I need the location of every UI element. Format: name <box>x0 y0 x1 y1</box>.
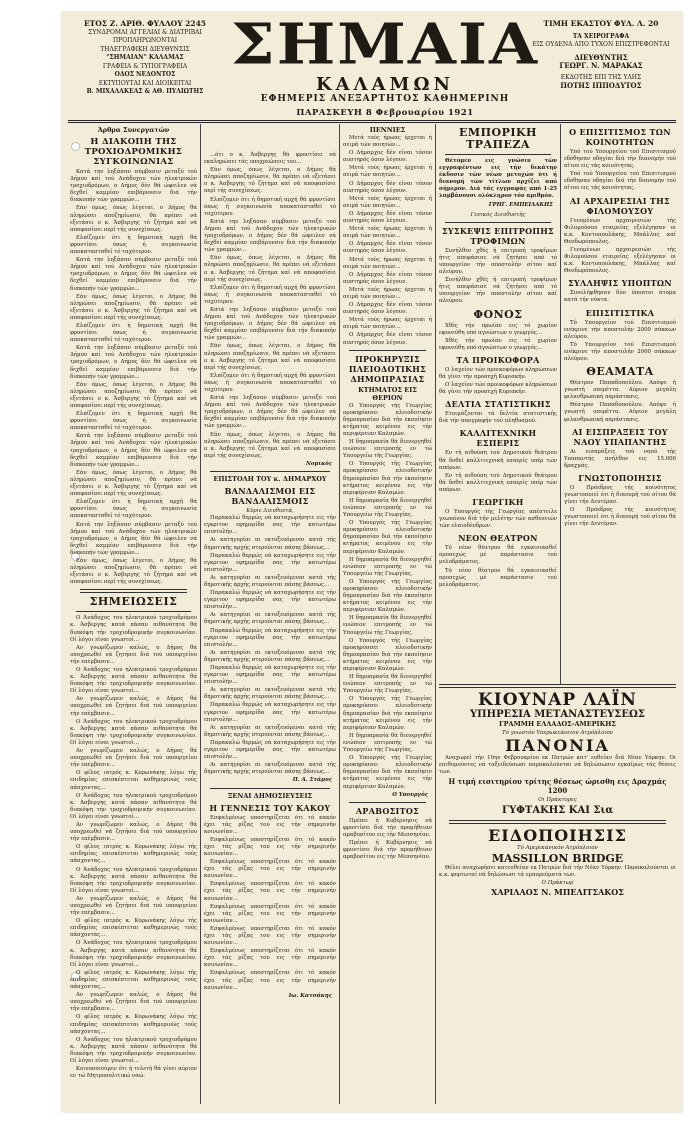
note-paragraph: Αν γνωρίζωμεν καλώς, ο Δήμος θά υποχρεωθεί νά ζητήσει διά τού υπουργείου τήν επέμβασιν... <box>70 821 197 843</box>
note-paragraph: Ο φίλος ιατρός κ. Κορωνάκης λόγω τής επιδημίας επισκέπτεται καθημερινώς τούς πάσχοντας... <box>70 1014 197 1035</box>
director-label: ΔΙΕΥΘΥΝΤΗΣ <box>574 52 628 62</box>
notice-paragraph: Η δημοπρασία θά διενεργηθεί ενώπιον επιτροπής εν τώ Υπουργείω τής Γεωργίας. <box>343 497 432 519</box>
manuscripts-note: ΤΑ ΧΕΙΡΟΓΡΑΦΑ <box>572 32 630 40</box>
news-paragraph: Θέατρον Παπαδοπούλου. Απόψε ή γνωστή οπερέττα. Αύριον μεγάλη φιλανθρωπική παράστασις. <box>564 402 676 423</box>
letter-kicker: ΕΠΙΣΤΟΛΗ ΤΟΥ κ. ΔΗΜΑΡΧΟΥ <box>213 475 327 484</box>
letter-paragraph: Αι κατηγορίαι αι εκτοξευόμεναι κατά τής δημοτικής αρχής στερούνται πάσης βάσεως... <box>204 687 336 701</box>
article-headline: Η ΔΙΑΚΟΠΗ ΤΗΣ ΤΡΟΧΙΟΔΡΟΜΙΚΗΣ ΣΥΓΚΟΙΝΩΝΙΑΣ <box>84 137 183 167</box>
column-paragraph: Ο Δήμαρχος δέν είναι τόσον αυστηρός όσον λέγουν. <box>343 150 432 164</box>
article-paragraph: Κατά την ληξάσαν σύμβασιν μεταξύ τού Δήμου καί τού Ανάδοχου τών ηλεκτρικών τροχιοδρόμων, ο Δήμος δέν θά ώφειλεν νά δεχθεί καμμίαν επιβάρυνσιν διά τήν διακοπήν τών γραμμών... <box>70 521 197 556</box>
ad-route: ΓΡΑΜΜΗ ΕΛΛΑΔΟΣ-ΑΜΕΡΙΚΗΣ <box>499 720 616 728</box>
ad-agent-name: ΓΥΦΤΑΚΗΣ ΚΑΙ Σια <box>501 804 614 816</box>
review-headline: Η ΓΕΝΝΕΣΙΣ ΤΟΥ ΚΑΚΟΥ <box>209 802 331 813</box>
note-paragraph: Αν γνωρίζωμεν καλώς, ο Δήμος θά υποχρεωθεί νά ζητήσει διά τού υπουργείου τήν επέμβασιν... <box>70 992 197 1013</box>
letter-paragraph: Παρακαλώ θερμώς νά καταχωρήσητε εις τήν εγκριτον εφημερίδα σας τήν κατωτέρω επιστολήν... <box>204 627 336 648</box>
article-paragraph: Κατά την ληξάσαν σύμβασιν μεταξύ τού Δήμου καί τού Ανάδοχου τών ηλεκτρικών τροχιοδρόμων, ο Δήμος δέν θά ώφειλεν νά δεχθεί καμμίαν επιβάρυνσιν διά τήν διακοπήν τών γραμμών... <box>204 306 336 342</box>
review-signature: Ιω. Κατσάκης <box>288 992 332 999</box>
letter-paragraph: Παρακαλώ θερμώς νά καταχωρήσητε εις τήν εγκριτον εφημερίδα σας τήν κατωτέρω επιστολήν... <box>204 552 336 573</box>
masthead-rule <box>68 120 676 121</box>
note-paragraph: Ο φίλος ιατρός κ. Κορωνάκης λόγω τής επιδημίας επισκέπτεται καθημερινώς τούς πάσχοντας... <box>70 918 197 939</box>
article-paragraph: Κατά την ληξάσαν σύμβασιν μεταξύ τού Δήμου καί τού Ανάδοχου τών ηλεκτρικών τροχιοδρόμων, ο Δήμος δέν θά ώφειλεν νά δεχθεί καμμίαν επιβάρυνσιν διά τήν διακοπήν τών γραμμών... <box>70 345 197 380</box>
note-paragraph: Ο Άνάδοχος του ηλεκτρικού τροχιοδρόμου κ. Άσβεργης κατά πάσαν πιθανότητα θά διακόψη τήν τροχιοδρομικήν συγκοινωνίαν. Οί λόγοι είναι γνωστοί... <box>70 1036 197 1064</box>
note-paragraph: Ο φίλος ιατρός κ. Κορωνάκης λόγω τής επιδημίας επισκέπτεται καθημερινώς τούς πάσχοντας... <box>70 969 197 991</box>
column-divider <box>200 124 201 1104</box>
news-paragraph: Ο λαχείον τών προικοφόρων κληρώσεων θά γίνει τήν προσεχή Κυριακήν. <box>439 366 557 380</box>
note-paragraph: Ο Άνάδοχος του ηλεκτρικού τροχιοδρόμου κ. Άσβεργης κατά πάσαν πιθανότητα θά διακόψη τήν τροχιοδρομικήν συγκοινωνίαν. Οί λόγοι είναι γνωστοί... <box>70 615 197 643</box>
review-paragraph: Εσφαλμένως υποστηρίζεται ότι τό κακόν έχει τάς ρίζας του εις τήν σημερινήν κοινωνίαν... <box>204 836 336 857</box>
column-paragraph: Μετά τούς ήρωας έρχεται ή σειρά τών ποιητών... <box>343 195 432 209</box>
ad-notice-headline: ΕΙΔΟΠΟΙΗΣΙΣ <box>488 825 627 845</box>
advertisements <box>439 684 676 1104</box>
column-5 <box>564 124 676 684</box>
ad-ship-label: Τό γνωστόν Υπερωκεάνειον Ατμόπλοιον <box>502 730 613 737</box>
ad-text: Θέλει αναχωρήσει κατευθείαν εκ Πατρών διά τήν Νέαν Υόρκην. Παρακαλούνται οι κ.κ. φορτωταί νά δηλώσωσι τά εμπορεύματά των. <box>439 864 676 878</box>
note-paragraph: Ο Άνάδοχος του ηλεκτρικού τροχιοδρόμου κ. Άσβεργης κατά πάσαν πιθανότητα θά διακόψη τήν τροχιοδρομικήν συγκοινωνίαν. Οί λόγοι είναι γνωστοί... <box>70 792 197 820</box>
office-label: ΓΡΑΦΕΙΑ & ΤΥΠΟΓΡΑΦΕΙΑ <box>102 62 188 70</box>
office-street: ΟΔΟΣ ΝΕΔΟΝΤΟΣ <box>114 71 176 78</box>
news-paragraph: Συνήλθεν χθές ή επιτροπή τροφίμων ήτις απεφάσισε νά ζητήσει από τό υπουργείον τήν αποστολήν σίτου καί αλεύρου. <box>439 277 557 305</box>
notice-paragraph: Η δημοπρασία θά διενεργηθεί ενώπιον επιτροπής εν τώ Υπουργείω τής Γεωργίας. <box>343 439 432 460</box>
column-2 <box>204 124 336 1104</box>
news-paragraph: Τό Υπουργείον τού Επισιτισμού ενέκρινε τήν αποστολήν 2000 σάκκων αλεύρου. <box>564 341 676 362</box>
ad-ship-name: MASSILLON BRIDGE <box>491 851 624 865</box>
article-paragraph: Ελπίζομεν ότι ή δημοτική αρχή θά φροντίσει όπως ή συγκοινωνία αποκατασταθεί τό ταχύτερον. <box>204 372 336 393</box>
bank-signatory-role: Γενικός Διευθυντής <box>470 211 526 218</box>
letter-signature: Π. Α. Στάμος <box>292 777 332 784</box>
news-paragraph: Τό Υπουργείον τού Επισιτισμού ενέκρινε τήν αποστολήν 2000 σάκκων αλεύρου. <box>564 319 676 340</box>
director-name: ΓΕΩΡΓ. Ν. ΜΑΡΑΚΑΣ <box>559 61 643 70</box>
manuscripts-note-2: ΕΙΣ ΟΥΔΕΝΑ ΑΠΟ ΤΥΧΟΝ ΕΠΙΣΤΡΕΦΟΝΤΑΙ <box>532 41 670 48</box>
ad-company-name: ΚΙΟΥΝΑΡ ΛΑΪΝ <box>478 690 637 710</box>
letter-paragraph: Αι κατηγορίαι αι εκτοξευόμεναι κατά τής δημοτικής αρχής στερούνται πάσης βάσεως... <box>204 724 336 738</box>
publisher-name: ΠΟΤΗΣ ΙΠΠΟΔΥΤΟΣ <box>560 81 642 90</box>
article-paragraph: Ελπίζομεν ότι ή δημοτική αρχή θά φροντίσει όπως ή συγκοινωνία αποκατασταθεί τό ταχύτερον. <box>70 234 197 256</box>
ad-ship-label: Τό Αμερικανικόν Ατμόπλοιον <box>517 844 598 851</box>
news-headline: ΕΠΙΣΙΤΙΣΤΙΚΑ <box>585 307 655 318</box>
newspaper-page <box>62 12 682 1112</box>
article-paragraph: Εάν όμως, όπως λέγεται, ο Δήμος θά πληρώσει αποζημίωσιν, θά πρέπει νά εξετάσει ο κ. Άσβεργης τό ζήτημα καί νά αποφασίσει περί τής συνεχίσεως. <box>204 167 336 195</box>
news-paragraph: Εν τή αιθούση τού Δημοτικού θεάτρου θά δοθεί καλλιτεχνική εσπερίς υπέρ τών απόρων. <box>439 450 557 471</box>
news-headline: ΣΥΣΚΕΨΙΣ ΕΠΙΤΡΟΠΗΣ ΤΡΟΦΙΜΩΝ <box>441 225 555 246</box>
ad-text: Αναχωρεί τήν 10ην Φεβρουαρίου εκ Πατρών κατ' ευθείαν διά Νέαν Υόρκην. Οι επιθυμούντες νά ταξειδεύσωσι παρακαλούνται νά δηλώσωσιν εγκαίρως τάς θέσεις των. <box>439 755 676 776</box>
subscription-note: ΣΥΝΔΡΟΜΑΙ ΑΓΓΕΛΙΑΙ & ΔΙΑΤΡΙΒΑΙ <box>88 28 202 36</box>
letter-paragraph: Αι κατηγορίαι αι εκτοξευόμεναι κατά τής δημοτικής αρχής στερούνται πάσης βάσεως... <box>204 649 336 663</box>
notice-paragraph: Ο Υπουργός τής Γεωργίας προκηρύσσει πλειοδοτικήν δημοπρασίαν διά τήν εκποίησιν κτήματος κειμένου εις τήν περιφέρειαν Καλαμών. <box>343 755 432 790</box>
notice-paragraph: Ο Υπουργός τής Γεωργίας προκηρύσσει πλειοδοτικήν δημοπρασίαν διά τήν εκποίησιν κτήματος κειμένου εις τήν περιφέρειαν Καλαμών. <box>343 402 432 437</box>
review-paragraph: Εσφαλμένως υποστηρίζεται ότι τό κακόν έχει τάς ρίζας του εις τήν σημερινήν κοινωνίαν... <box>204 881 336 902</box>
news-paragraph: Εν τή αιθούση τού Δημοτικού θεάτρου θά δοθεί καλλιτεχνική εσπερίς υπέρ τών απόρων. <box>439 472 557 493</box>
letter-paragraph: Αι κατηγορίαι αι εκτοξευόμεναι κατά τής δημοτικής αρχής στερούνται πάσης βάσεως... <box>204 612 336 626</box>
ad-agent-label: Ο Πράκτωρ <box>541 879 574 886</box>
notice-paragraph: Η δημοπρασία θά διενεργηθεί ενώπιον επιτροπής εν τώ Υπουργείω τής Γεωργίας. <box>343 732 432 754</box>
article-paragraph: Εάν όμως, όπως λέγεται, ο Δήμος θά πληρώσει αποζημίωσιν, θά πρέπει νά εξετάσει ο κ. Άσβεργης τό ζήτημα καί νά αποφασίσει περί τής συνεχίσεως. <box>70 381 197 409</box>
notice-paragraph: Ο Υπουργός τής Γεωργίας προκηρύσσει πλειοδοτικήν δημοπρασίαν διά τήν εκποίησιν κτήματος κειμένου εις τήν περιφέρειαν Καλαμών. <box>343 520 432 555</box>
notice-paragraph: Η δημοπρασία θά διενεργηθεί ενώπιον επιτροπής εν τώ Υπουργείω τής Γεωργίας. <box>343 556 432 577</box>
letter-paragraph: Παρακαλώ θερμώς νά καταχωρήσητε εις τήν εγκριτον εφημερίδα σας τήν κατωτέρω επιστολήν... <box>204 515 336 536</box>
news-headline: ΑΙ ΕΙΣΠΡΑΞΕΙΣ ΤΟΥ ΝΑΟΥ ΥΠΑΠΑΝΤΗΣ <box>572 426 668 447</box>
note-paragraph: Ο φίλος ιατρός κ. Κορωνάκης λόγω τής επιδημίας επισκέπτεται καθημερινώς τούς πάσχοντας... <box>70 844 197 865</box>
section-rule <box>445 222 551 223</box>
review-kicker: ΞΕΝΑΙ ΔΗΜΟΣΙΕΥΣΕΙΣ <box>227 791 313 800</box>
news-paragraph: Συνήλθεν χθές ή επιτροπή τροφίμων ήτις απεφάσισε νά ζητήσει από τό υπουργείον τήν αποστολήν σίτου καί αλεύρου. <box>439 247 557 276</box>
column-paragraph: Μετά τούς ήρωας έρχεται ή σειρά τών ποιητών... <box>343 226 432 240</box>
news-headline: Ο ΕΠΙΣΙΤΙΣΜΟΣ ΤΩΝ ΚΟΙΝΟΤΗΤΩΝ <box>569 127 671 147</box>
ad-agent-label: Οι Πράκτορες <box>538 797 577 804</box>
bank-signature: ΓΡΗΓ. ΕΜΠΕΙΛΑΚΗΣ <box>488 201 553 208</box>
column-paragraph: Πρέπει ή Κυβέρνησις νά φροντίσει διά τήν προμήθειαν αραβοσίτου εις τήν Μεσσηνίαν. <box>343 839 432 861</box>
column-paragraph: Ο Δήμαρχος δέν είναι τόσον αυστηρός όσον λέγουν. <box>343 210 432 225</box>
article-signature: Νομικός <box>306 460 332 467</box>
issue-number: ΕΤΟΣ Ζ. ΑΡΙΘ. ΦΥΛΛΟΥ 2245 <box>83 19 207 28</box>
subscription-note-2: ΠΡΟΠΛΗΡΩΝΟΝΤΑΙ <box>112 37 178 44</box>
column-3 <box>343 124 432 1104</box>
news-paragraph: Συνελήφθησαν δύο ύποπτοι άτομα κατά τήν νύκτα. <box>564 290 676 304</box>
news-paragraph: Αι εισπράξεις τού ναού τής Υπαπαντής ανήλθον εις 15.000 δραχμάς. <box>564 448 676 469</box>
ad-agent-name: ΧΑΡΙΛΑΟΣ Ν. ΜΠΕΛΙΤΣΑΚΟΣ <box>491 886 624 897</box>
column-paragraph: Ο Δήμαρχος δέν είναι τόσον αυστηρός όσον λέγουν. <box>343 241 432 255</box>
notice-paragraph: Ο Υπουργός τής Γεωργίας προκηρύσσει πλειοδοτικήν δημοπρασίαν διά τήν εκποίησιν κτήματος κειμένου εις τήν περιφέρειαν Καλαμών. <box>343 578 432 614</box>
column-divider <box>339 124 340 1104</box>
letter-paragraph: Αι κατηγορίαι αι εκτοξευόμεναι κατά τής δημοτικής αρχής στερούνται πάσης βάσεως... <box>204 762 336 776</box>
column-paragraph: Μετά τούς ήρωας έρχεται ή σειρά τών ποιητών... <box>343 286 432 300</box>
notice-headline: ΠΡΟΚΗΡΥΞΙΣ ΠΛΕΙΟΔΟΤΙΚΗΣ ΔΗΜΟΠΡΑΣΙΑΣ <box>348 353 427 384</box>
masthead <box>62 12 682 120</box>
note-paragraph: Αν γνωρίζωμεν καλώς, ο Δήμος θά υποχρεωθεί νά ζητήσει διά τού υπουργείου τήν επέμβασιν... <box>70 696 197 717</box>
column-paragraph: Ο Δήμαρχος δέν είναι τόσον αυστηρός όσον λέγουν. <box>343 271 432 285</box>
article-paragraph: Ελπίζομεν ότι ή δημοτική αρχή θά φροντίσει όπως ή συγκοινωνία αποκατασταθεί τό ταχύτερον. <box>204 284 336 305</box>
news-paragraph: Ο Πρόεδρος τής κοινότητος γνωστοποιεί ότι ή διανομή τού σίτου θά γίνει τήν Δευτέραν. <box>564 484 676 506</box>
notice-paragraph: Ο Υπουργός τής Γεωργίας προκηρύσσει πλειοδοτικήν δημοπρασίαν διά τήν εκποίησιν κτήματος κειμένου εις τήν περιφέρειαν Καλαμών. <box>343 696 432 731</box>
article-paragraph: Εάν όμως, όπως λέγεται, ο Δήμος θά πληρώσει αποζημίωσιν, θά πρέπει νά εξετάσει ο κ. Άσβεργης τό ζήτημα καί νά αποφασίσει περί τής συνεχίσεως. <box>70 293 197 321</box>
bank-notice-headline: ΕΜΠΟΡΙΚΗ ΤΡΑΠΕΖΑ <box>459 126 537 151</box>
issue-date: ΠΑΡΑΣΚΕΥΗ 8 Φεβρουαρίου 1921 <box>296 108 474 118</box>
telegraph-address: "ΣΗΜΑΙΑΝ" ΚΑΛΑΜΑΣ <box>106 54 184 61</box>
news-paragraph: Τό νέον θέατρον θά εγκαινιασθεί προσεχώς μέ παράστασιν τού μελοδράματος. <box>439 545 557 566</box>
news-paragraph: Ο Υπουργός τής Γεωργίας απέστειλε γεωπόνον διά τήν μελέτην τών ασθενειών τών ελαιοδένδρων. <box>439 509 557 530</box>
notice-paragraph: Η δημοπρασία θά διενεργηθεί ενώπιον επιτροπής εν τώ Υπουργείω τής Γεωργίας. <box>343 615 432 636</box>
letter-paragraph: Αι κατηγορίαι αι εκτοξευόμεναι κατά τής δημοτικής αρχής στερούνται πάσης βάσεως... <box>204 574 336 588</box>
note-paragraph: Αν γνωρίζωμεν καλώς, ο Δήμος θά υποχρεωθεί νά ζητήσει διά τού υπουργείου τήν επέμβασιν... <box>70 644 197 665</box>
section-rule <box>210 788 330 789</box>
section-rule <box>76 611 191 612</box>
column-paragraph: Ο Δήμαρχος δέν είναι τόσον αυστηρός όσον λέγουν. <box>343 180 432 194</box>
ad-rule <box>439 684 676 688</box>
review-paragraph: Εσφαλμένως υποστηρίζεται ότι τό κακόν έχει τάς ρίζας του εις τήν σημερινήν κοινωνίαν... <box>204 948 336 969</box>
article-paragraph: Κατά την ληξάσαν σύμβασιν μεταξύ τού Δήμου καί τού Ανάδοχου τών ηλεκτρικών τροχιοδρόμων, ο Δήμος δέν θά ώφειλεν νά δεχθεί καμμίαν επιβάρυνσιν διά τήν διακοπήν τών γραμμών... <box>70 169 197 204</box>
note-paragraph: Ο φίλος ιατρός κ. Κορωνάκης λόγω τής επιδημίας επισκέπτεται καθημερινώς τούς πάσχοντας... <box>70 770 197 791</box>
printer-label: ΕΚΤΥΠΟΥΤΑΙ ΚΑΙ ΔΙΟΙΚΕΙΤΑΙ <box>98 79 192 87</box>
review-paragraph: Εσφαλμένως υποστηρίζεται ότι τό κακόν έχει τάς ρίζας του εις τήν σημερινήν κοινωνίαν... <box>204 814 336 835</box>
article-paragraph: Εάν όμως, όπως λέγεται, ο Δήμος θά πληρώσει αποζημίωσιν, θά πρέπει νά εξετάσει ο κ. Άσβεργης τό ζήτημα καί νά αποφασίσει περί τής συνεχίσεως. <box>70 469 197 498</box>
newspaper-subtitle: ΕΦΗΜΕΡΙΣ ΑΝΕΞΑΡΤΗΤΟΣ ΚΑΘΗΜΕΡΙΝΗ <box>260 94 510 104</box>
note-paragraph: Ο Άνάδοχος του ηλεκτρικού τροχιοδρόμου κ. Άσβεργης κατά πάσαν πιθανότητα θά διακόψη τήν τροχιοδρομικήν συγκοινωνίαν. Οί λόγοι είναι γνωστοί... <box>70 667 197 695</box>
news-paragraph: Υπό τού Υπουργείου τού Επισιτισμού εδόθησαν οδηγίαι διά τήν διανομήν τού σίτου εις τάς κοινότητας. <box>564 149 676 170</box>
bank-notice-text: Θέτομεν εις γνώσιν τών εγγραφέντων εις τήν δεκάτην έκδοσιν τών νέων μετοχών ότι ή διανομή τών τίτλων αρχίζει από σήμερον. Διά τάς εγγραφάς από 1-25 λαμβάνουσι ολόκληρον τόν αριθμόν. <box>439 158 557 200</box>
news-paragraph: Θέατρον Παπαδοπούλου. Απόψε ή γνωστή οπερέττα. Αύριον μεγάλη φιλανθρωπική παράστασις. <box>564 380 676 401</box>
masthead-left-info <box>70 20 220 97</box>
column-divider <box>435 124 436 1104</box>
note-paragraph: Ο Άνάδοχος του ηλεκτρικού τροχιοδρόμου κ. Άσβεργης κατά πάσαν πιθανότητα θά διακόψη τήν τροχιοδρομικήν συγκοινωνίαν. Οί λόγοι είναι γνωστοί... <box>70 940 197 968</box>
letter-headline: ΒΑΝΔΑΛΙΣΜΟΙ ΕΙΣ ΒΑΝΔΑΛΙΣΜΟΙΣ <box>224 486 316 507</box>
printer-names: Β. ΜΙΧΑΛΑΚΕΑΣ & ΑΘ. ΠΥΛΙΩΤΗΣ <box>86 88 204 95</box>
article-paragraph: ...ότι ο κ. Άσβεργης θά φροντίσει νά εκπληρώσει τάς υποχρεώσεις του... <box>204 152 336 166</box>
section-rule <box>445 154 551 155</box>
news-headline: ΤΑ ΠΡΟΙΚΟΦΟΡΑ <box>456 354 540 365</box>
section-rule <box>349 350 426 351</box>
news-paragraph: Ο λαχείον τών προικοφόρων κληρώσεων θά γίνει τήν προσεχή Κυριακήν. <box>439 382 557 396</box>
news-paragraph: Γενομένων αρχαιρεσιών τής Φιλομούσου εταιρείας εξελέγησαν οι κ.κ. Κοντοπουλάκης, Μπάλλας καί Θεοδωρόπουλος. <box>564 246 676 275</box>
review-paragraph: Εσφαλμένως υποστηρίζεται ότι τό κακόν έχει τάς ρίζας του εις τήν σημερινήν κοινωνίαν... <box>204 970 336 991</box>
newspaper-title: ΣΗΜΑΙΑ <box>230 12 540 78</box>
masthead-rule <box>68 122 676 123</box>
column-paragraph: Μετά τούς ήρωας έρχεται ή σειρά τών ποιητών... <box>343 317 432 331</box>
section-rule <box>80 589 187 593</box>
review-paragraph: Εσφαλμένως υποστηρίζεται ότι τό κακόν έχει τάς ρίζας του εις τήν σημερινήν κοινωνίαν... <box>204 859 336 880</box>
column-paragraph: Ο Δήμαρχος δέν είναι τόσον αυστηρός όσον λέγουν. <box>343 302 432 316</box>
article-paragraph: Εάν όμως, όπως λέγεται, ο Δήμος θά πληρώσει αποζημίωσιν, θά πρέπει νά εξετάσει ο κ. Άσβεργης τό ζήτημα καί νά αποφασίσει περί τής συνεχίσεως. <box>70 557 197 586</box>
column-paragraph: Ο Δήμαρχος δέν είναι τόσον αυστηρός όσον λέγουν. <box>343 332 432 346</box>
note-paragraph: Κοινοποιούμεν ότι ή τελετή θά γίνει αύριον εν τώ Μητροπολιτικώ ναώ. <box>70 1066 197 1080</box>
notice-paragraph: Η δημοπρασία θά διενεργηθεί ενώπιον επιτροπής εν τώ Υπουργείω τής Γεωργίας. <box>343 674 432 695</box>
note-paragraph: Ο Άνάδοχος του ηλεκτρικού τροχιοδρόμου κ. Άσβεργης κατά πάσαν πιθανότητα θά διακόψη τήν τροχιοδρομικήν συγκοινωνίαν. Οί λόγοι είναι γνωστοί... <box>70 866 197 894</box>
news-headline: ΓΕΩΡΓΙΚΗ <box>472 497 524 507</box>
news-headline: ΑΙ ΑΡΧΑΙΡΕΣΙΑΙ ΤΗΣ ΦΙΛΟΜΟΥΣΟΥ <box>570 195 670 216</box>
ad-service-name: ΥΠΗΡΕΣΙΑ ΜΕΤΑΝΑΣΤΕΥΣΕΩΣ <box>470 709 645 720</box>
notice-paragraph: Ο Υπουργός τής Γεωργίας προκηρύσσει πλειοδοτικήν δημοπρασίαν διά τήν εκποίησιν κτήματος κειμένου εις τήν περιφέρειαν Καλαμών. <box>343 461 432 496</box>
news-headline: ΓΝΩΣΤΟΠΟΙΗΣΙΣ <box>578 472 662 483</box>
ad-rule <box>449 820 666 824</box>
price: ΤΙΜΗ ΕΚΑΣΤΟΥ ΦΥΛ. Λ. 20 <box>543 19 659 28</box>
article-paragraph: Ελπίζομεν ότι ή δημοτική αρχή θά φροντίσει όπως ή συγκοινωνία αποκατασταθεί τό ταχύτερον. <box>70 499 197 520</box>
news-paragraph: Γενομένων αρχαιρεσιών τής Φιλομούσου εταιρείας εξελέγησαν οι κ.κ. Κοντοπουλάκης, Μπάλλας καί Θεοδωρόπουλος. <box>564 217 676 245</box>
notice-paragraph: Ο Υπουργός τής Γεωργίας προκηρύσσει πλειοδοτικήν δημοπρασίαν διά τήν εκποίησιν κτήματος κειμένου εις τήν περιφέρειαν Καλαμών. <box>343 637 432 672</box>
section-rule <box>349 802 426 803</box>
article-paragraph: Κατά την ληξάσαν σύμβασιν μεταξύ τού Δήμου καί τού Ανάδοχου τών ηλεκτρικών τροχιοδρόμων, ο Δήμος δέν θά ώφειλεν νά δεχθεί καμμίαν επιβάρυνσιν διά τήν διακοπήν τών γραμμών... <box>70 433 197 468</box>
letter-paragraph: Παρακαλώ θερμώς νά καταχωρήσητε εις τήν εγκριτον εφημερίδα σας τήν κατωτέρω επιστολήν... <box>204 665 336 686</box>
article-paragraph: Εάν όμως, όπως λέγεται, ο Δήμος θά πληρώσει αποζημίωσιν, θά πρέπει νά εξετάσει ο κ. Άσβεργης τό ζήτημα καί νά αποφασίσει περί τής συνεχίσεως. <box>204 255 336 283</box>
column-paragraph: Πρέπει ή Κυβέρνησις νά φροντίσει διά τήν προμήθειαν αραβοσίτου εις τήν Μεσσηνίαν. <box>343 817 432 838</box>
notice-signature: Ο Υπουργός <box>392 791 428 798</box>
column-1 <box>70 124 197 1104</box>
review-paragraph: Εσφαλμένως υποστηρίζεται ότι τό κακόν έχει τάς ρίζας του εις τήν σημερινήν κοινωνίαν... <box>204 903 336 924</box>
notice-subheadline: ΚΤΗΜΑΤΟΣ ΕΙΣ ΘΕΡΙΟΝ <box>358 385 417 402</box>
article-paragraph: Ελπίζομεν ότι ή δημοτική αρχή θά φροντίσει όπως ή συγκοινωνία αποκατασταθεί τό ταχύτερον. <box>204 196 336 217</box>
note-paragraph: Ο Άνάδοχος του ηλεκτρικού τροχιοδρόμου κ. Άσβεργης κατά πάσαν πιθανότητα θά διακόψη τήν τροχιοδρομικήν συγκοινωνίαν. Οί λόγοι είναι γνωστοί... <box>70 718 197 746</box>
telegraph-label: ΤΗΛΕΓΡΑΦΙΚΗ ΔΙΕΥΘΥΝΣΙΣ <box>100 45 190 53</box>
note-paragraph: Αν γνωρίζωμεν καλώς, ο Δήμος θά υποχρεωθεί νά ζητήσει διά τού υπουργείου τήν επέμβασιν... <box>70 748 197 769</box>
newspaper-city: ΚΑΛΑΜΩΝ <box>316 74 454 95</box>
section-rule <box>210 471 330 472</box>
note-paragraph: Αν γνωρίζωμεν καλώς, ο Δήμος θά υποχρεωθεί νά ζητήσει διά τού υπουργείου τήν επέμβασιν... <box>70 895 197 917</box>
news-paragraph: Χθές τήν πρωίαν εις τό χωρίον εφονεύθη υπό αγνώστων ο γεωργός... <box>439 322 557 336</box>
article-paragraph: Κατά την ληξάσαν σύμβασιν μεταξύ τού Δήμου καί τού Ανάδοχου τών ηλεκτρικών τροχιοδρόμων, ο Δήμος δέν θά ώφειλεν νά δεχθεί καμμίαν επιβάρυνσιν διά τήν διακοπήν τών γραμμών... <box>70 257 197 292</box>
news-paragraph: Υπό τού Υπουργείου τού Επισιτισμού εδόθησαν οδηγίαι διά τήν διανομήν τού σίτου εις τάς κοινότητας. <box>564 171 676 192</box>
letter-paragraph: Αι κατηγορίαι αι εκτοξευόμεναι κατά τής δημοτικής αρχής στερούνται πάσης βάσεως... <box>204 537 336 551</box>
news-paragraph: Ο Πρόεδρος τής κοινότητος γνωστοποιεί ότι ή διανομή τού σίτου θά γίνει τήν Δευτέραν. <box>564 507 676 528</box>
notes-headline: ΣΗΜΕΙΩΣΕΙΣ <box>89 595 178 609</box>
column-paragraph: Μετά τούς ήρωας έρχεται ή σειρά τών ποιητών... <box>343 165 432 179</box>
ad-ship-name: ΠΑΝΟΝΙΑ <box>505 736 610 756</box>
news-paragraph: Χθές τήν πρωίαν εις τό χωρίον εφονεύθη υπό αγνώστων ο γεωργός... <box>439 337 557 351</box>
letter-paragraph: Παρακαλώ θερμώς νά καταχωρήσητε εις τήν εγκριτον εφημερίδα σας τήν κατωτέρω επιστολήν... <box>204 702 336 723</box>
ad-price: Η τιμή εισιτηρίου τρίτης θέσεως ώρισθη εις Δραχμάς 1200 <box>448 777 667 796</box>
letter-salutation: Κύριε Διευθυντά, <box>246 508 294 515</box>
column-headline: ΠΕΝΝΙΕΣ <box>369 126 406 134</box>
article-kicker: Άρθρα Συνεργατών <box>97 126 170 134</box>
masthead-right-info <box>526 20 676 91</box>
article-paragraph: Κατά την ληξάσαν σύμβασιν μεταξύ τού Δήμου καί τού Ανάδοχου τών ηλεκτρικών τροχιοδρόμων, ο Δήμος δέν θά ώφειλεν νά δεχθεί καμμίαν επιβάρυνσιν διά τήν διακοπήν τών γραμμών... <box>204 395 336 430</box>
column-headline: ΑΡΑΒΟΣΙΤΟΣ <box>355 805 420 816</box>
news-paragraph: Τό νέον θέατρον θά εγκαινιασθεί προσεχώς μέ παράστασιν τού μελοδράματος. <box>439 567 557 588</box>
article-paragraph: Εάν όμως, όπως λέγεται, ο Δήμος θά πληρώσει αποζημίωσιν, θά πρέπει νά εξετάσει ο κ. Άσβεργης τό ζήτημα καί νά αποφασίσει περί τής συνεχίσεως. <box>70 205 197 233</box>
publisher-label: ΕΚΔΟΤΗΣ ΕΠΙ ΤΗΣ ΥΛΗΣ <box>560 73 642 81</box>
news-headline: ΝΕΟΝ ΘΕΑΤΡΟΝ <box>458 533 538 544</box>
column-paragraph: Μετά τούς ήρωας έρχεται ή σειρά τών ποιητών... <box>343 135 432 149</box>
article-paragraph: Ελπίζομεν ότι ή δημοτική αρχή θά φροντίσει όπως ή συγκοινωνία αποκατασταθεί τό ταχύτερον. <box>70 411 197 432</box>
news-headline: ΣΥΛΛΗΨΙΣ ΥΠΟΠΤΩΝ <box>568 278 672 289</box>
column-paragraph: Μετά τούς ήρωας έρχεται ή σειρά τών ποιητών... <box>343 256 432 270</box>
article-paragraph: Κατά την ληξάσαν σύμβασιν μεταξύ τού Δήμου καί τού Ανάδοχου τών ηλεκτρικών τροχιοδρόμων, ο Δήμος δέν θά ώφειλεν νά δεχθεί καμμίαν επιβάρυνσιν διά τήν διακοπήν τών γραμμών... <box>204 218 336 254</box>
news-paragraph: Ετοιμάζονται τά δελτία στατιστικής διά τήν απογραφήν τού πληθυσμού. <box>439 411 557 425</box>
article-paragraph: Εάν όμως, όπως λέγεται, ο Δήμος θά πληρώσει αποζημίωσιν, θά πρέπει νά εξετάσει ο κ. Άσβεργης τό ζήτημα καί νά αποφασίσει περί τής συνεχίσεως. <box>204 431 336 459</box>
letter-paragraph: Παρακαλώ θερμώς νά καταχωρήσητε εις τήν εγκριτον εφημερίδα σας τήν κατωτέρω επιστολήν... <box>204 590 336 611</box>
news-headline: ΘΕΑΜΑΤΑ <box>586 365 654 379</box>
article-paragraph: Εάν όμως, όπως λέγεται, ο Δήμος θά πληρώσει αποζημίωσιν, θά πρέπει νά εξετάσει ο κ. Άσβεργης τό ζήτημα καί νά αποφασίσει περί τής συνεχίσεως. <box>204 343 336 371</box>
news-headline: ΦΟΝΟΣ <box>473 307 523 321</box>
review-paragraph: Εσφαλμένως υποστηρίζεται ότι τό κακόν έχει τάς ρίζας του εις τήν σημερινήν κοινωνίαν... <box>204 925 336 947</box>
letter-paragraph: Παρακαλώ θερμώς νά καταχωρήσητε εις τήν εγκριτον εφημερίδα σας τήν κατωτέρω επιστολήν... <box>204 739 336 761</box>
news-headline: ΔΕΛΤΙΑ ΣΤΑΤΙΣΤΙΚΗΣ <box>445 399 551 410</box>
news-headline: ΚΑΛΛΙΤΕΧΝΙΚΗ ΕΣΠΕΡΙΣ <box>459 428 537 449</box>
article-paragraph: Ελπίζομεν ότι ή δημοτική αρχή θά φροντίσει όπως ή συγκοινωνία αποκατασταθεί τό ταχύτερον. <box>70 322 197 344</box>
column-4 <box>439 124 557 684</box>
